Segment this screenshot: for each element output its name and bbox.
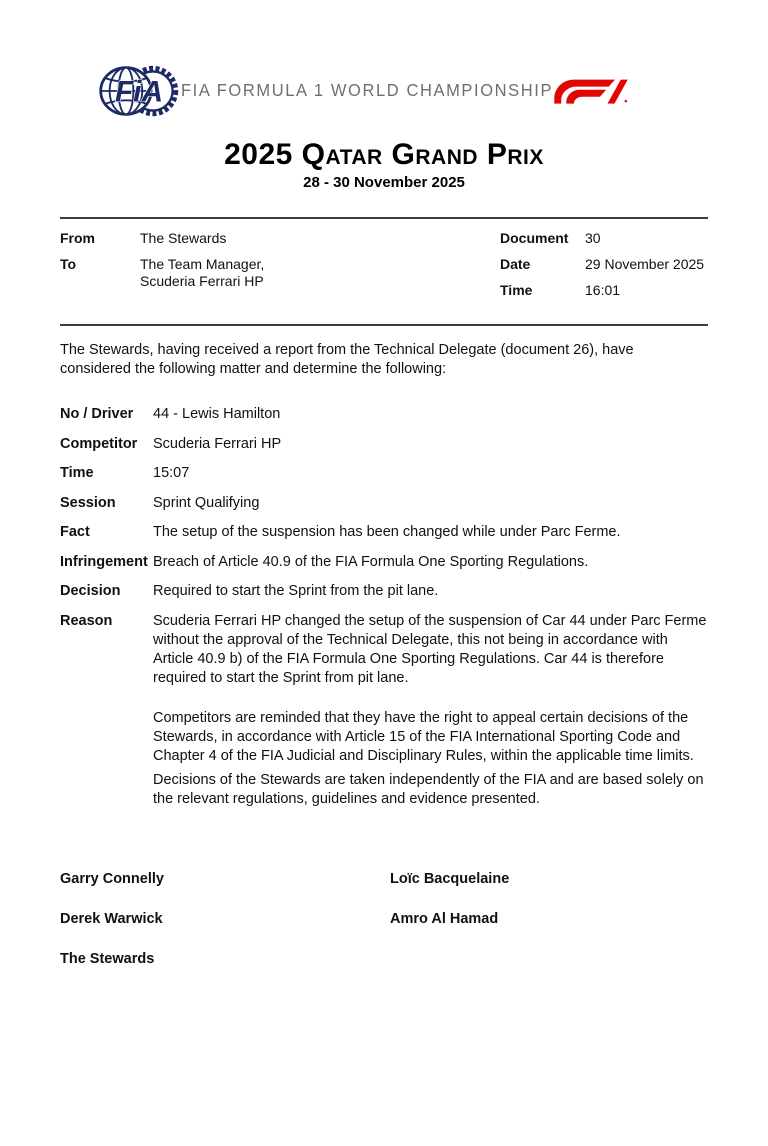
signature-footer-the-stewards: The Stewards <box>60 950 155 967</box>
from-value: The Stewards <box>140 230 227 246</box>
no-driver-value: 44 - Lewis Hamilton <box>153 406 281 422</box>
field-row-infringement <box>60 553 708 572</box>
fia-logo-icon <box>97 60 181 122</box>
field-row-no-driver <box>60 405 708 424</box>
meta-row-time <box>500 282 708 299</box>
from-label: From <box>60 230 95 246</box>
date-value: 29 November 2025 <box>585 256 705 272</box>
signature-loic-bacquelaine: Loïc Bacquelaine <box>390 870 510 887</box>
decision-fields <box>60 405 708 809</box>
field-row-competitor <box>60 435 708 454</box>
signature-row-1 <box>60 871 708 887</box>
fact-label: Fact <box>60 524 90 540</box>
competitor-label: Competitor <box>60 435 138 452</box>
meta-row-date <box>500 256 708 273</box>
reason-label: Reason <box>60 612 113 629</box>
field-row-decision <box>60 582 708 601</box>
meta-row-document <box>500 230 708 247</box>
signatures-block <box>60 871 708 967</box>
signature-derek-warwick: Derek Warwick <box>60 910 163 927</box>
to-value <box>140 256 500 290</box>
championship-title: FIA FORMULA 1 WORLD CHAMPIONSHIP <box>181 81 554 100</box>
competitor-value: Scuderia Ferrari HP <box>153 435 282 452</box>
field-row-reason <box>60 612 708 809</box>
time-label: Time <box>500 282 533 298</box>
meta-table <box>60 217 708 326</box>
document-page <box>0 60 768 967</box>
decision-label: Decision <box>60 583 121 599</box>
no-driver-label: No / Driver <box>60 406 134 422</box>
time-value: 16:01 <box>585 282 621 298</box>
appeal-rights-paragraph: Competitors are reminded that they have the right to appeal certain decisions of the Stewards, in accordance with Article 15 of the FIA International Sporting Code and Chapter 4 of the FIA Judicial and Disciplinary Rules, within the applicable time limits. <box>153 709 694 764</box>
field-row-time <box>60 464 708 483</box>
field-row-fact <box>60 523 708 542</box>
f1-logo-icon <box>553 73 629 109</box>
event-title: 2025 Qatar Grand Prix <box>224 138 544 171</box>
intro-paragraph: The Stewards, having received a report from the Technical Delegate (document 26), have considered the following matter and determine the following: <box>60 342 634 377</box>
to-value-line2: Scuderia Ferrari HP <box>140 273 264 289</box>
time-field-label: Time <box>60 465 94 481</box>
meta-doc-date-time <box>500 230 708 308</box>
session-value: Sprint Qualifying <box>153 494 260 511</box>
to-value-line1: The Team Manager, <box>140 256 265 272</box>
signature-amro-al-hamad: Amro Al Hamad <box>390 910 499 927</box>
fia-logo-text: FiA <box>114 75 164 109</box>
session-label: Session <box>60 494 116 511</box>
title-block <box>60 138 708 191</box>
decision-value: Required to start the Sprint from the pit lane. <box>153 583 439 599</box>
document-header <box>60 60 708 122</box>
stewards-independence-paragraph: Decisions of the Stewards are taken independently of the FIA and are based solely on the relevant regulations, guidelines and evidence presented. <box>153 771 704 807</box>
meta-row-from <box>60 230 500 247</box>
document-value: 30 <box>585 230 601 246</box>
document-label: Document <box>500 230 569 246</box>
reason-paragraph: Scuderia Ferrari HP changed the setup of the suspension of Car 44 under Parc Ferme without the approval of the Technical Delegate, this not being in accordance with Article 40.9 b) of the FIA Formula One Sporting Regulations. Car 44 is therefore required to start the Sprint from pit lane. <box>153 612 707 686</box>
time-field-value: 15:07 <box>153 465 190 481</box>
to-label: To <box>60 256 77 272</box>
infringement-value: Breach of Article 40.9 of the FIA Formula One Sporting Regulations. <box>153 553 589 570</box>
signature-garry-connelly: Garry Connelly <box>60 870 164 887</box>
fact-value: The setup of the suspension has been changed while under Parc Ferme. <box>153 524 621 540</box>
meta-row-to <box>60 256 500 290</box>
date-label: Date <box>500 256 531 272</box>
signature-row-2 <box>60 911 708 927</box>
field-row-session <box>60 494 708 513</box>
reason-value <box>153 612 708 809</box>
event-dates: 28 - 30 November 2025 <box>303 174 465 191</box>
infringement-label: Infringement <box>60 553 148 570</box>
meta-from-to <box>60 230 500 308</box>
